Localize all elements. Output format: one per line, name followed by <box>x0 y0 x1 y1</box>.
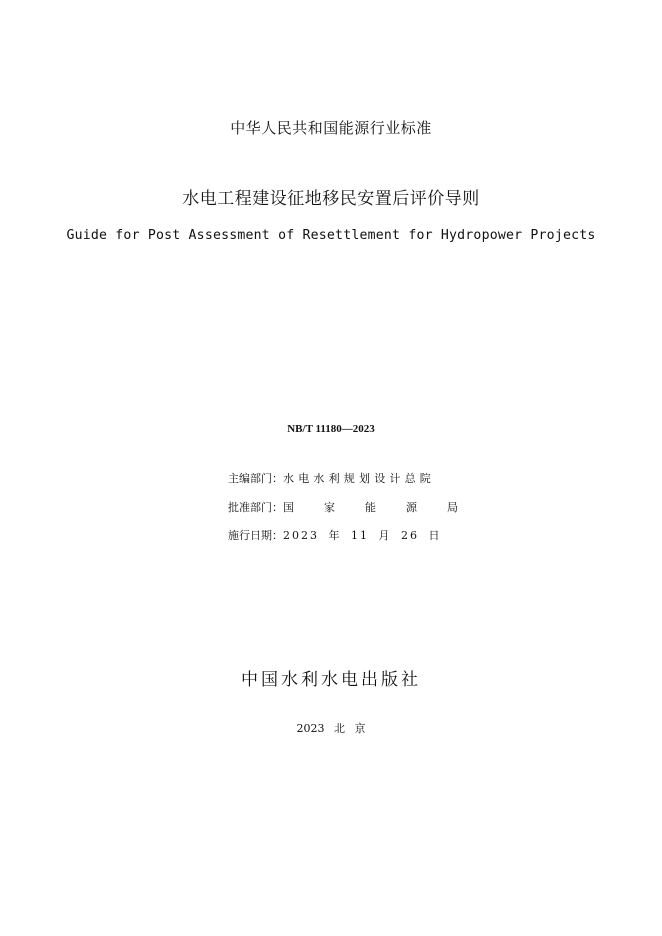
approval-row <box>228 499 488 515</box>
effective-date-value: 2023 年 11 月 26 日 <box>283 529 442 542</box>
publisher-name: 中国水利水电出版社 <box>241 670 421 690</box>
title-english: Guide for Post Assessment of Resettlement for Hydropower Projects <box>66 228 596 243</box>
standard-type-heading: 中华人民共和国能源行业标准 <box>230 119 432 137</box>
title-chinese: 水电工程建设征地移民安置后评价导则 <box>182 189 480 209</box>
standard-number: NB/T 11180—2023 <box>287 423 375 435</box>
chief-editor-value: 水电水利规划设计总院 <box>283 472 435 485</box>
effective-date-row <box>228 527 441 543</box>
chief-editor-row <box>228 470 435 486</box>
approval-value: 国家能源局 <box>283 501 488 514</box>
approval-label: 批准部门： <box>228 501 283 514</box>
chief-editor-label: 主编部门： <box>228 472 283 485</box>
effective-date-label: 施行日期： <box>228 529 283 542</box>
publication-year-place: 2023 北 京 <box>296 722 366 735</box>
